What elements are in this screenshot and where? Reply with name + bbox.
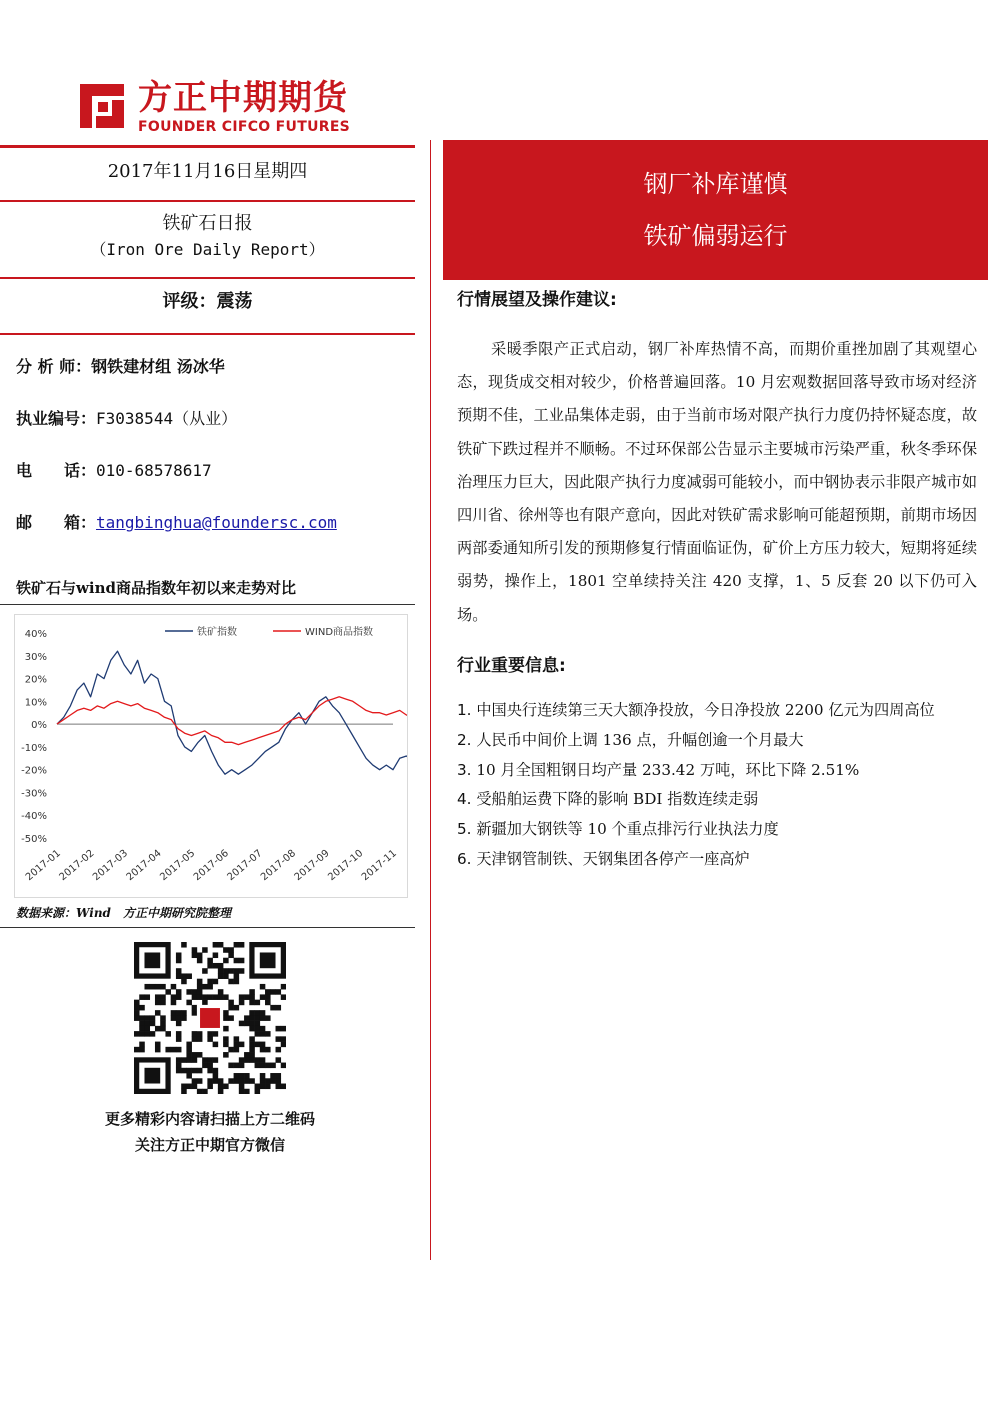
news-item-number: 3. [457,760,472,779]
x-tick-label: 2017-08 [259,847,299,884]
news-item-text: 新疆加大钢铁等 10 个重点排污行业执法力度 [471,820,779,839]
header-top-rule [0,145,415,148]
x-tick-label: 2017-05 [158,847,198,884]
analyst-value: 钢铁建材组 汤冰华 [91,357,225,376]
chart-source: 数据来源：Wind 方正中期研究院整理 [16,906,231,920]
news-heading: 行业重要信息: [457,656,566,676]
qr-caption-line2: 关注方正中期官方微信 [134,1136,285,1154]
logo-chinese-name: 方正中期期货 [138,78,348,118]
news-item-number: 2. [457,730,472,749]
news-item-text: 天津钢管制铁、天钢集团各停产一座高炉 [471,849,750,868]
y-tick-label: -20% [21,765,47,777]
news-item-number: 4. [457,790,472,809]
email-label: 邮 箱： [16,513,97,532]
series-line [57,651,407,774]
news-item [457,696,979,726]
wechat-qr-code-icon[interactable] [134,942,286,1094]
rating-rule [0,333,415,335]
x-tick-label: 2017-01 [23,847,63,884]
news-item-number: 5. [457,820,472,839]
title-rule [0,277,415,279]
outlook-heading: 行情展望及操作建议: [457,290,617,310]
news-item [457,845,979,875]
qr-caption-line1: 更多精彩内容请扫描上方二维码 [104,1110,315,1128]
phone-row [16,460,212,482]
y-tick-label: 0% [31,720,47,732]
legend-label: 铁矿指数 [197,627,237,638]
headline-banner [443,140,988,280]
x-tick-label: 2017-04 [124,847,164,884]
phone-label: 电 话： [16,461,97,480]
x-tick-label: 2017-06 [191,847,231,884]
column-divider [430,140,431,1260]
x-tick-label: 2017-11 [359,847,399,884]
news-item-number: 6. [457,849,472,868]
source-rule [0,927,415,928]
news-item [457,756,979,786]
date-rule [0,200,415,202]
x-tick-label: 2017-09 [292,847,332,884]
news-list [457,696,979,875]
news-item-text: 10 月全国粗钢日均产量 233.42 万吨，环比下降 2.51% [471,760,860,779]
news-item-text: 人民币中间价上调 136 点，升幅创逾一个月最大 [471,730,804,749]
x-tick-label: 2017-07 [225,847,265,884]
email-link[interactable]: tangbinghua@foundersc.com [96,513,337,532]
y-tick-label: 40% [24,629,47,640]
news-item [457,726,979,756]
x-tick-label: 2017-02 [57,847,97,884]
license-label: 执业编号： [16,409,97,428]
news-item-text: 中国央行连续第三天大额净投放，今日净投放 2200 亿元为四周高位 [471,701,935,719]
email-row [16,512,337,534]
y-tick-label: 30% [24,651,47,663]
chart-rule [0,604,415,605]
news-item-text: 受船舶运费下降的影响 BDI 指数连续走弱 [471,790,759,809]
news-item [457,785,979,815]
headline-line2: 铁矿偏弱运行 [643,222,788,250]
analyst-label: 分 析 师： [16,357,92,376]
license-value: F3038544（从业） [96,409,238,428]
rating-label: 评级：震荡 [162,291,253,312]
y-tick-label: 20% [24,674,47,686]
headline-line1: 钢厂补库谨慎 [643,170,788,198]
y-tick-label: -30% [21,788,47,800]
phone-value: 010-68578617 [96,461,212,480]
news-item [457,815,979,845]
y-tick-label: -10% [21,742,47,754]
y-tick-label: 10% [24,697,47,709]
report-subtitle: （Iron Ore Daily Report） [90,240,325,259]
x-tick-label: 2017-10 [326,847,366,884]
x-tick-label: 2017-03 [91,847,131,884]
license-row [16,408,237,430]
report-date: 2017年11月16日星期四 [107,161,308,182]
chart-frame [14,614,408,898]
analyst-row [16,356,225,378]
chart-title: 铁矿石与wind商品指数年初以来走势对比 [16,579,297,597]
logo-english-name: FOUNDER CIFCO FUTURES [138,119,351,135]
legend-label: WIND商品指数 [305,627,374,638]
outlook-body: 采暖季限产正式启动，钢厂补库热情不高，而期价重挫加剧了其观望心态，现货成交相对较少，价格普遍回落。10 月宏观数据回落导致市场对经济预期不佳，工业品集体走弱，由于当前市场对限产执行力度仍持怀疑态度，故铁矿下跌过程并不顺畅。不过环保部公告显示主要城市污染严重，秋冬季环保治理压力巨大，因此限产执行力度减弱可能较小，而中钢协表示非限产城市如四川省、徐州等也有限产意向，因此对铁矿需求影响可能超预期，前期市场因两部委通知所引发的预期修复行情面临证伪，矿价上方压力较大，短期将延续弱势，操作上，1801 空单续持关注 420 支撑，1、5 反套 20 以下仍可入场。 [457,340,977,624]
y-tick-label: -50% [21,834,47,845]
y-tick-label: -40% [21,811,47,823]
report-title: 铁矿石日报 [162,213,253,234]
news-item-number: 1. [457,701,472,719]
founder-logo-icon [76,80,128,132]
trend-chart [15,615,407,897]
